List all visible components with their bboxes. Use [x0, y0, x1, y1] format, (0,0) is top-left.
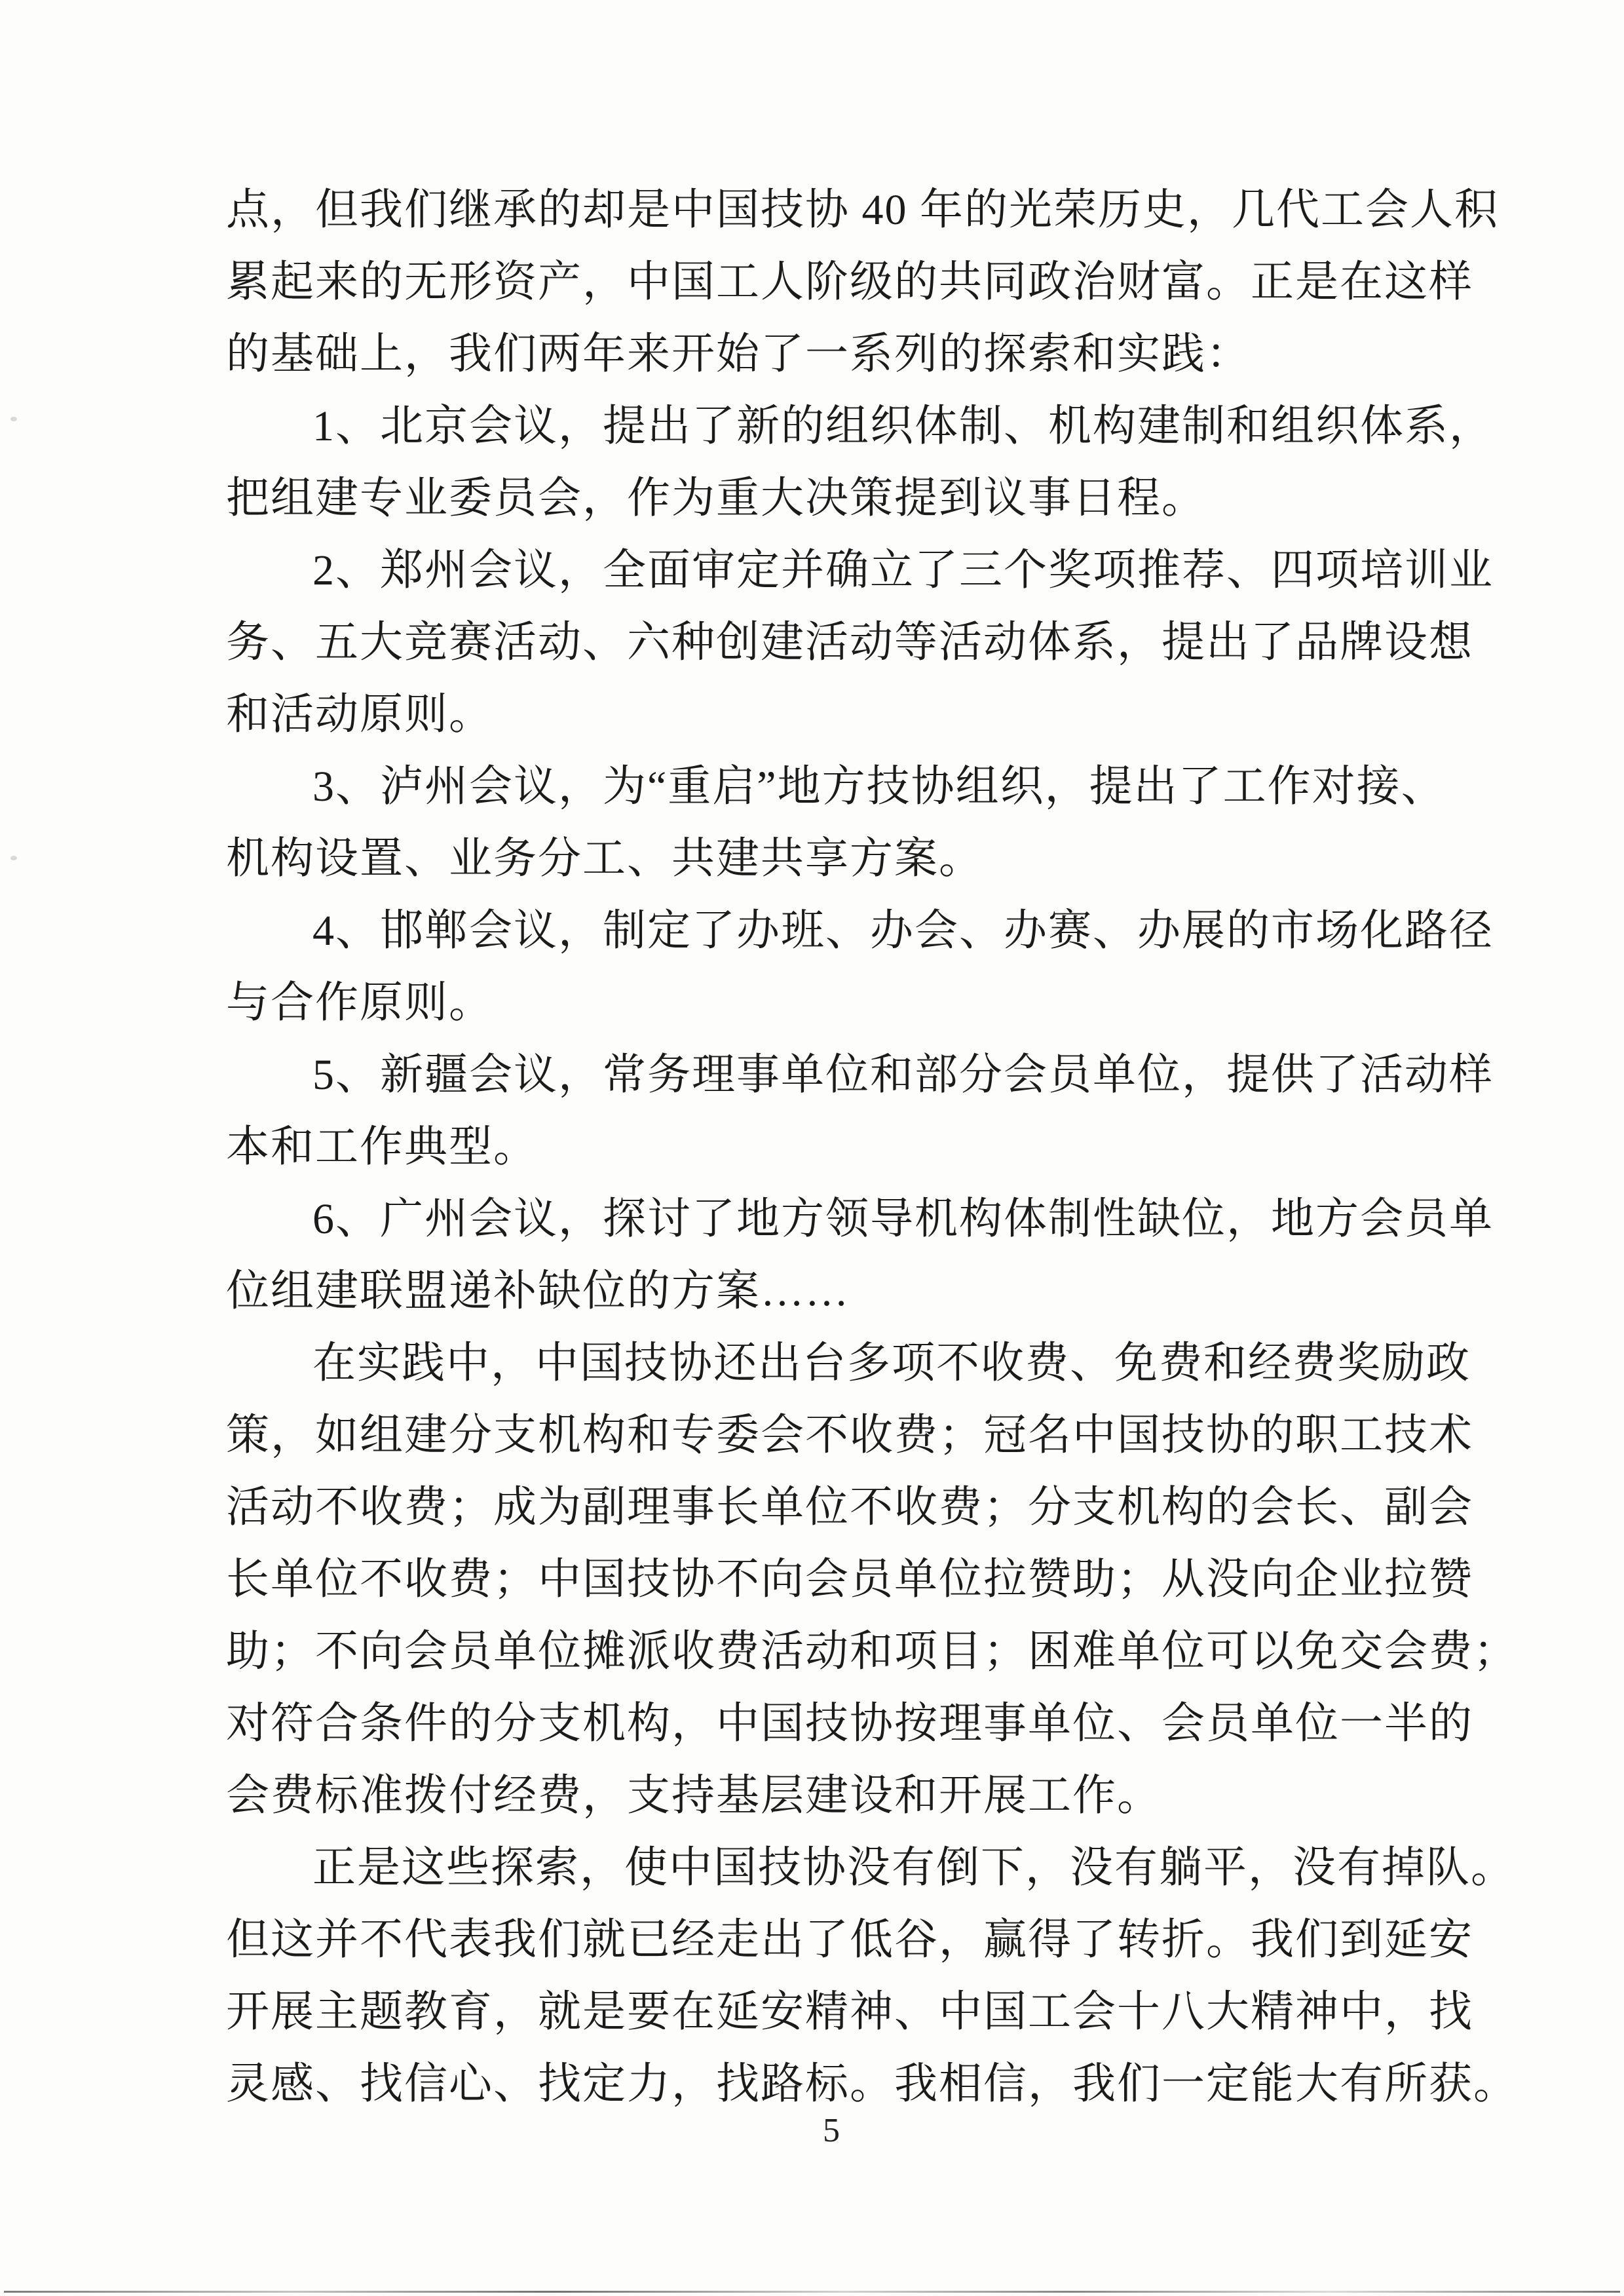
- text-line: 开展主题教育，就是要在延安精神、中国工会十八大精神中，找: [226, 1988, 1473, 2036]
- text-line: 位组建联盟递补缺位的方案……: [226, 1267, 850, 1315]
- scan-noise-speck: [10, 417, 17, 421]
- text-line: 和活动原则。: [226, 691, 493, 738]
- text-line: 2、郑州会议，全面审定并确立了三个奖项推荐、四项培训业: [312, 546, 1494, 594]
- text-line: 在实践中，中国技协还出台多项不收费、免费和经费奖励政: [312, 1339, 1471, 1387]
- text-line: 1、北京会议，提出了新的组织体制、机构建制和组织体系，: [312, 402, 1494, 450]
- text-line: 活动不收费；成为副理事长单位不收费；分支机构的会长、副会: [226, 1483, 1473, 1531]
- text-line: 的基础上，我们两年来开始了一系列的探索和实践：: [226, 330, 1251, 378]
- text-line: 灵感、找信心、找定力，找路标。我相信，我们一定能大有所获。: [226, 2060, 1518, 2108]
- text-line: 5、新疆会议，常务理事单位和部分会员单位，提供了活动样: [312, 1051, 1494, 1099]
- text-line: 累起来的无形资产，中国工人阶级的共同政治财富。正是在这样: [226, 258, 1473, 306]
- text-line: 但这并不代表我们就已经走出了低谷，赢得了转折。我们到延安: [226, 1916, 1473, 1964]
- text-line: 与合作原则。: [226, 979, 493, 1027]
- text-line: 长单位不收费；中国技协不向会员单位拉赞助；从没向企业拉赞: [226, 1556, 1473, 1603]
- text-line: 3、泸州会议，为“重启”地方技协组织，提出了工作对接、: [312, 763, 1446, 811]
- text-line: 把组建专业委员会，作为重大决策提到议事日程。: [226, 474, 1206, 522]
- text-line: 点，但我们继承的却是中国技协 40 年的光荣历史，几代工会人积: [226, 186, 1499, 234]
- text-line: 本和工作典型。: [226, 1123, 538, 1171]
- text-line: 机构设置、业务分工、共建共享方案。: [226, 835, 983, 883]
- text-line: 4、邯郸会议，制定了办班、办会、办赛、办展的市场化路径: [312, 907, 1494, 955]
- text-line: 会费标准拨付经费，支持基层建设和开展工作。: [226, 1772, 1161, 1820]
- text-line: 助；不向会员单位摊派收费活动和项目；困难单位可以免交会费；: [226, 1628, 1518, 1675]
- text-line: 策，如组建分支机构和专委会不收费；冠名中国技协的职工技术: [226, 1411, 1473, 1459]
- scan-noise-speck: [10, 856, 17, 860]
- page-number: 5: [823, 2112, 840, 2149]
- text-line: 6、广州会议，探讨了地方领导机构体制性缺位，地方会员单: [312, 1195, 1494, 1243]
- text-line: 务、五大竞赛活动、六种创建活动等活动体系，提出了品牌设想: [226, 619, 1473, 666]
- text-line: 正是这些探索，使中国技协没有倒下，没有躺平，没有掉队。: [312, 1844, 1515, 1892]
- document-body-text: [226, 174, 1518, 2120]
- scan-edge-artifact: [4, 2291, 1620, 2293]
- text-line: 对符合条件的分支机构，中国技协按理事单位、会员单位一半的: [226, 1700, 1473, 1748]
